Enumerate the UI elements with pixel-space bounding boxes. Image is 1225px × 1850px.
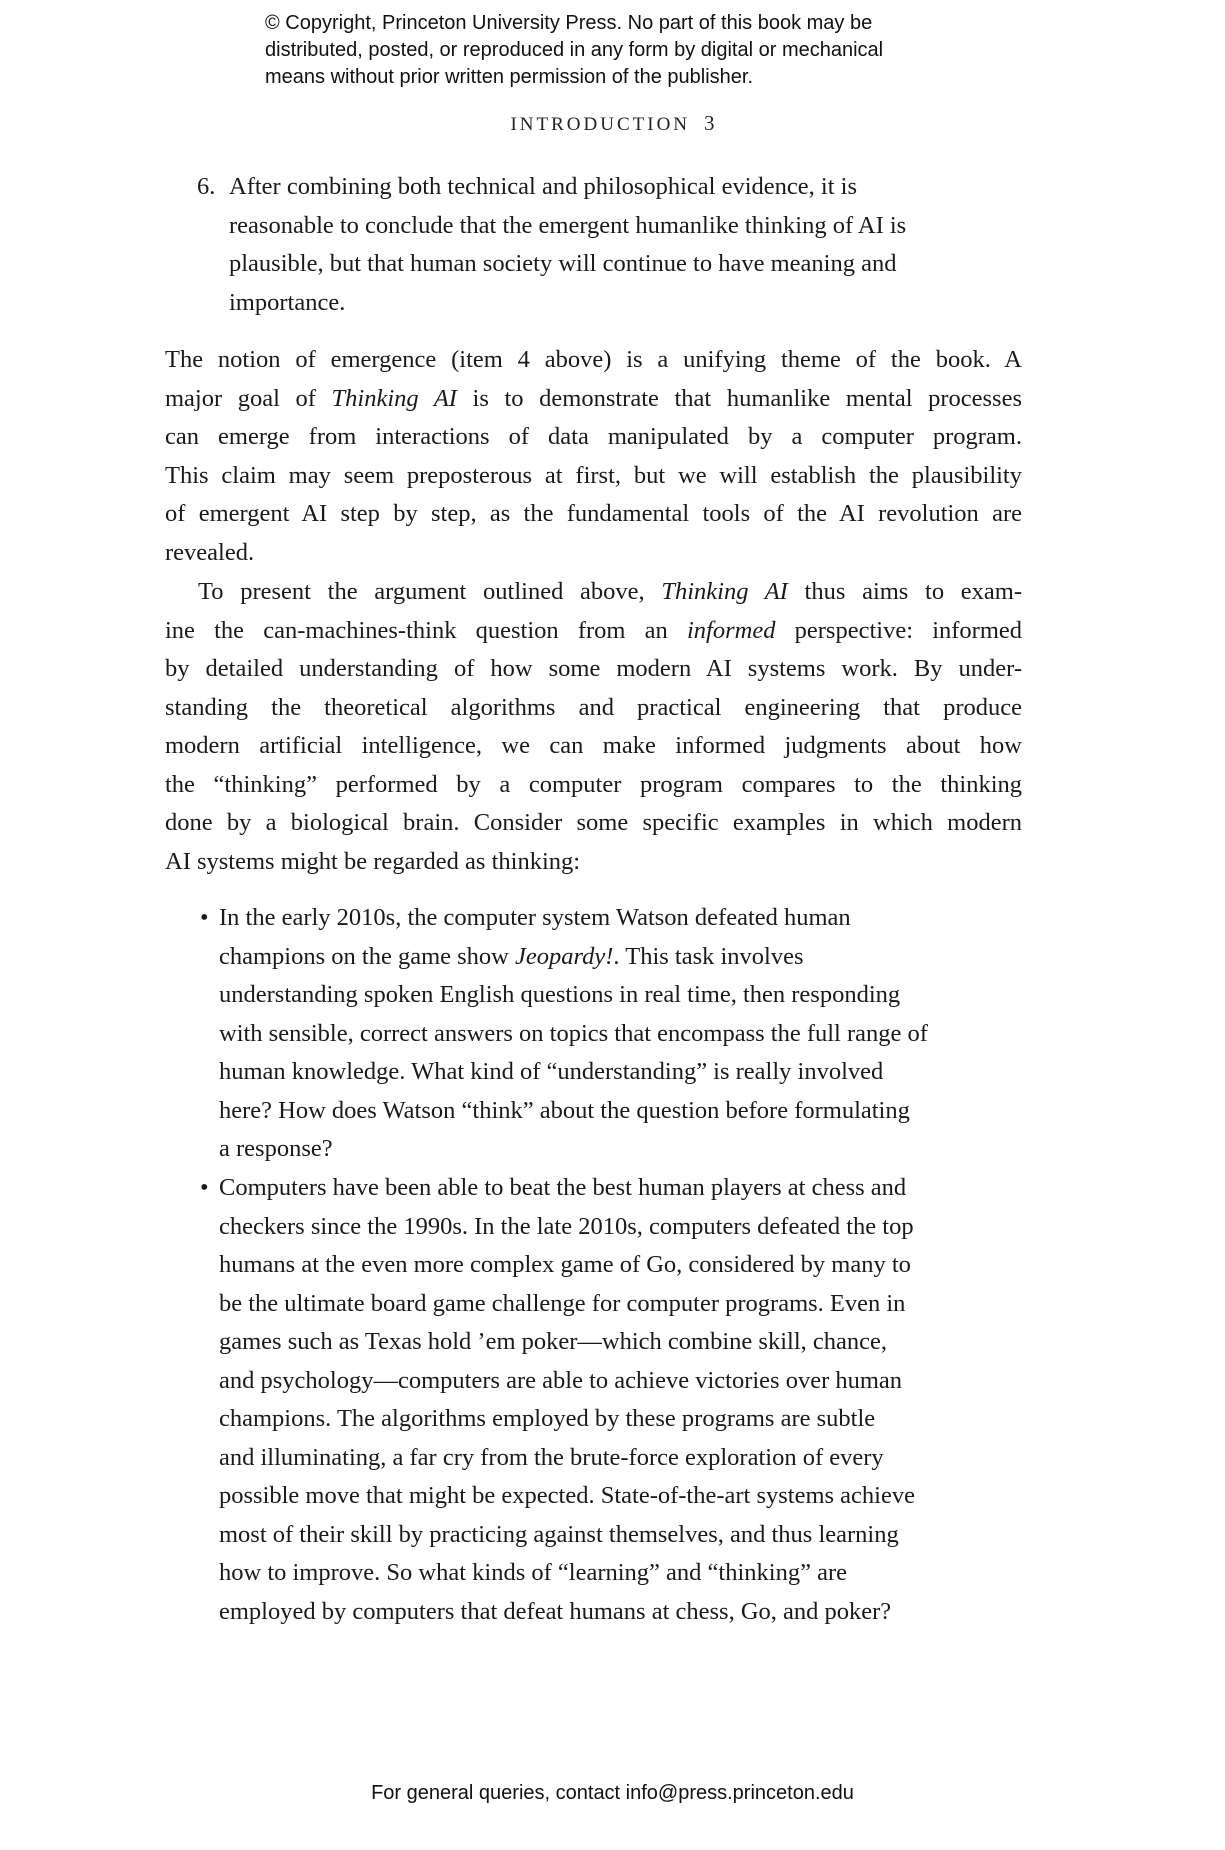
text-segment: The notion of emergence (item 4 above) is a unifying theme of the book. A [165,346,1022,373]
text-segment: checkers since the 1990s. In the late 2010s, computers defeated the top [219,1212,914,1240]
text-line [219,1554,1029,1593]
text-segment: understanding spoken English questions in real time, then responding [219,981,901,1008]
copyright-line: means without prior written permission of the publisher. [265,66,754,88]
text-segment: here? How does Watson “think” about the question before formulating [219,1096,910,1124]
text-segment: and psychology—computers are able to achieve victories over human [219,1366,903,1394]
bullet-item-1 [219,899,1029,1169]
text-line [219,899,1029,938]
text-segment: To present the argument outlined above, [198,578,662,605]
text-line [219,1246,1029,1285]
italic-text: Jeopardy! [515,942,614,970]
text-line [165,804,1022,843]
italic-text: Thinking AI [661,578,788,605]
text-segment: be the ultimate board game challenge for computer programs. Even in [219,1289,906,1317]
text-segment: major goal of [165,384,332,412]
text-segment: plausible, but that human society will continue to have meaning and [229,250,897,277]
text-segment: and illuminating, a far cry from the brute-force exploration of every [219,1443,884,1471]
text-line [219,1362,1029,1401]
text-segment: In the early 2010s, the computer system Watson defeated human [219,904,851,931]
text-segment: Computers have been able to beat the best human players at chess and [219,1174,907,1201]
text-line [229,284,1029,323]
text-line [219,1323,1029,1362]
text-segment: games such as Texas hold ’em poker—which combine skill, chance, [219,1328,887,1355]
text-line [219,976,1029,1015]
text-line [219,1516,1029,1555]
bullet-icon: • [200,904,209,931]
text-segment: can emerge from interactions of data manipulated by a computer program. [165,423,1022,450]
text-line [229,168,1029,207]
text-line [165,418,1022,457]
text-segment: ine the can-machines-think question from an [165,616,687,644]
text-line [165,650,1022,689]
text-segment: most of their skill by practicing against themselves, and thus learning [219,1520,899,1548]
list-number: 6. [197,173,216,200]
text-line [219,938,1029,977]
running-head-title: INTRODUCTION [510,114,691,135]
copyright-line: distributed, posted, or reproduced in any form by digital or mechanical [265,39,884,61]
text-segment: possible move that might be expected. State-of-the-art systems achieve [219,1482,915,1509]
text-segment: After combining both technical and philosophical evidence, it is [229,173,857,200]
text-line [165,534,1022,573]
text-segment: . This task involves [613,942,804,970]
page-number: 3 [704,111,715,135]
paragraph-2 [165,573,1022,881]
text-segment: This claim may seem preposterous at first, but we will establish the plausibility [165,461,1022,489]
text-segment: revealed. [165,538,255,566]
text-line [219,1053,1029,1092]
text-segment: standing the theoretical algorithms and practical engineering that produce [165,693,1022,721]
text-line [219,1208,1029,1247]
text-segment: champions on the game show [219,942,515,970]
text-line [219,1169,1029,1208]
italic-text: Thinking AI [331,384,457,412]
text-segment: the “thinking” performed by a computer program compares to the thinking [165,770,1022,798]
text-line [165,457,1022,496]
text-segment: perspective: informed [775,616,1022,644]
text-line [165,612,1022,651]
copyright-line: © Copyright, Princeton University Press. No part of this book may be [265,12,873,34]
text-line [219,1477,1029,1516]
text-segment: done by a biological brain. Consider some specific examples in which modern [165,809,1022,836]
text-line [165,341,1022,380]
bullet-item-2 [219,1169,1029,1631]
text-line [165,727,1022,766]
text-segment: AI systems might be regarded as thinking: [165,847,581,875]
text-segment: with sensible, correct answers on topics that encompass the full range of [219,1019,928,1047]
text-segment: modern artificial intelligence, we can make informed judgments about how [165,732,1022,759]
text-line [229,207,1029,246]
text-segment: a response? [219,1135,333,1162]
bullet-icon: • [200,1174,209,1201]
text-line [219,1015,1029,1054]
text-line [219,1285,1029,1324]
text-line [165,573,1022,612]
text-line [219,1092,1029,1131]
text-line [219,1593,1029,1632]
text-line [219,1439,1029,1478]
text-line [165,380,1022,419]
text-segment: employed by computers that defeat humans at chess, Go, and poker? [219,1597,892,1625]
text-segment: how to improve. So what kinds of “learning” and “thinking” are [219,1559,847,1586]
text-segment: importance. [229,288,346,316]
text-line [219,1400,1029,1439]
text-segment: humans at the even more complex game of Go, considered by many to [219,1251,911,1278]
text-segment: thus aims to exam- [787,578,1023,605]
text-line [229,245,1029,284]
running-head [0,111,1225,136]
text-segment: reasonable to conclude that the emergent humanlike thinking of AI is [229,211,907,239]
text-line [165,689,1022,728]
text-line [219,1130,1029,1169]
text-segment: champions. The algorithms employed by these programs are subtle [219,1405,876,1432]
numbered-item-6 [229,168,1029,322]
text-segment: by detailed understanding of how some modern AI systems work. By under- [165,655,1022,682]
text-segment: is to demonstrate that humanlike mental processes [456,384,1022,412]
text-line [165,843,1022,882]
text-line [165,495,1022,534]
text-segment: human knowledge. What kind of “understanding” is really involved [219,1058,884,1085]
paragraph-1 [165,341,1022,572]
copyright-notice [265,10,883,91]
text-segment: of emergent AI step by step, as the fundamental tools of the AI revolution are [165,500,1022,527]
italic-text: informed [686,616,776,644]
text-line [165,766,1022,805]
footer-contact: For general queries, contact info@press.princeton.edu [371,1782,854,1804]
